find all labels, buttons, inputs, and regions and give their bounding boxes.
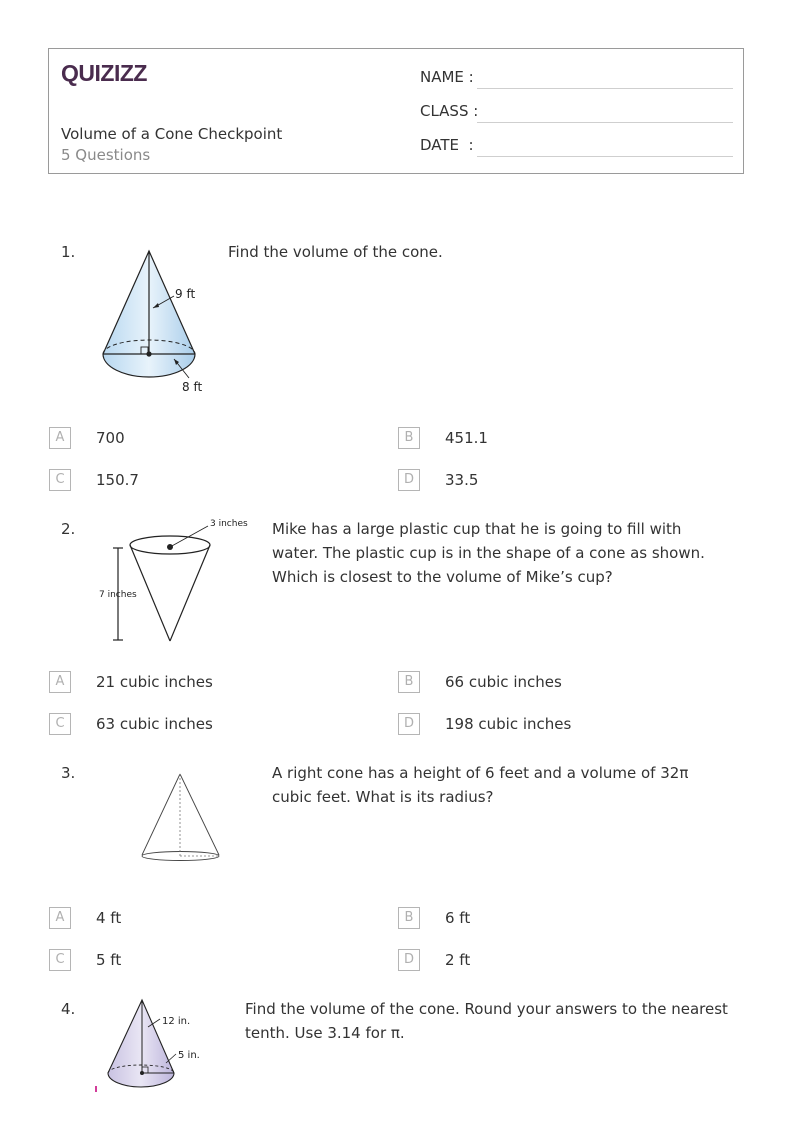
cone-figure-2 bbox=[96, 512, 256, 652]
radius-label: 3 inches bbox=[210, 519, 248, 529]
slant-label: 12 in. bbox=[162, 1016, 191, 1027]
option-b-text[interactable]: 6 ft bbox=[445, 909, 471, 927]
class-field[interactable] bbox=[420, 102, 735, 126]
option-c-letter[interactable]: C bbox=[49, 469, 71, 491]
option-c-letter[interactable]: C bbox=[49, 713, 71, 735]
name-line[interactable] bbox=[477, 88, 733, 89]
question-text: Mike has a large plastic cup that he is going to fill with water. The plastic cup is in the shape of a cone as shown. Which is closest to the volume of Mike’s cup? bbox=[272, 520, 705, 586]
question-number: 1. bbox=[61, 243, 76, 261]
cone-figure-3 bbox=[136, 768, 228, 868]
height-label: 7 inches bbox=[99, 590, 137, 600]
question-count: 5 Questions bbox=[61, 146, 151, 164]
option-b-text[interactable]: 451.1 bbox=[445, 429, 488, 447]
option-b-letter[interactable]: B bbox=[398, 907, 420, 929]
cone-figure-4 bbox=[94, 994, 214, 1098]
option-d-text[interactable]: 198 cubic inches bbox=[445, 715, 572, 733]
option-d-letter[interactable]: D bbox=[398, 713, 420, 735]
date-label: DATE : bbox=[420, 136, 474, 154]
name-field[interactable] bbox=[420, 68, 735, 92]
option-d-letter[interactable]: D bbox=[398, 949, 420, 971]
logo-text: QUIZIZZ bbox=[61, 60, 147, 86]
option-a-text[interactable]: 21 cubic inches bbox=[96, 673, 213, 691]
date-field[interactable] bbox=[420, 136, 735, 160]
option-d-text[interactable]: 2 ft bbox=[445, 951, 471, 969]
class-label: CLASS : bbox=[420, 102, 479, 120]
option-a-letter[interactable]: A bbox=[49, 671, 71, 693]
worksheet-title: Volume of a Cone Checkpoint bbox=[61, 125, 283, 143]
option-c-text[interactable]: 63 cubic inches bbox=[96, 715, 213, 733]
height-label: 9 ft bbox=[175, 287, 196, 301]
question-text: A right cone has a height of 6 feet and a volume of 32π cubic feet. What is its radius? bbox=[272, 764, 689, 806]
name-label: NAME : bbox=[420, 68, 474, 86]
quizizz-logo bbox=[61, 59, 161, 89]
class-line[interactable] bbox=[477, 122, 733, 123]
option-a-letter[interactable]: A bbox=[49, 427, 71, 449]
option-a-text[interactable]: 4 ft bbox=[96, 909, 122, 927]
question-text: Find the volume of the cone. Round your answers to the nearest tenth. Use 3.14 for π. bbox=[245, 1000, 728, 1042]
option-b-letter[interactable]: B bbox=[398, 671, 420, 693]
option-a-text[interactable]: 700 bbox=[96, 429, 125, 447]
question-number: 3. bbox=[61, 764, 76, 782]
option-a-letter[interactable]: A bbox=[49, 907, 71, 929]
option-d-letter[interactable]: D bbox=[398, 469, 420, 491]
option-c-text[interactable]: 150.7 bbox=[96, 471, 139, 489]
radius-label: 5 in. bbox=[178, 1050, 200, 1061]
cone-figure-1 bbox=[96, 244, 216, 404]
worksheet-header bbox=[48, 48, 744, 174]
option-b-letter[interactable]: B bbox=[398, 427, 420, 449]
option-c-letter[interactable]: C bbox=[49, 949, 71, 971]
date-line[interactable] bbox=[477, 156, 733, 157]
question-number: 2. bbox=[61, 520, 76, 538]
question-text: Find the volume of the cone. bbox=[228, 243, 443, 261]
option-c-text[interactable]: 5 ft bbox=[96, 951, 122, 969]
radius-label: 8 ft bbox=[182, 380, 203, 394]
option-d-text[interactable]: 33.5 bbox=[445, 471, 479, 489]
question-number: 4. bbox=[61, 1000, 76, 1018]
option-b-text[interactable]: 66 cubic inches bbox=[445, 673, 562, 691]
